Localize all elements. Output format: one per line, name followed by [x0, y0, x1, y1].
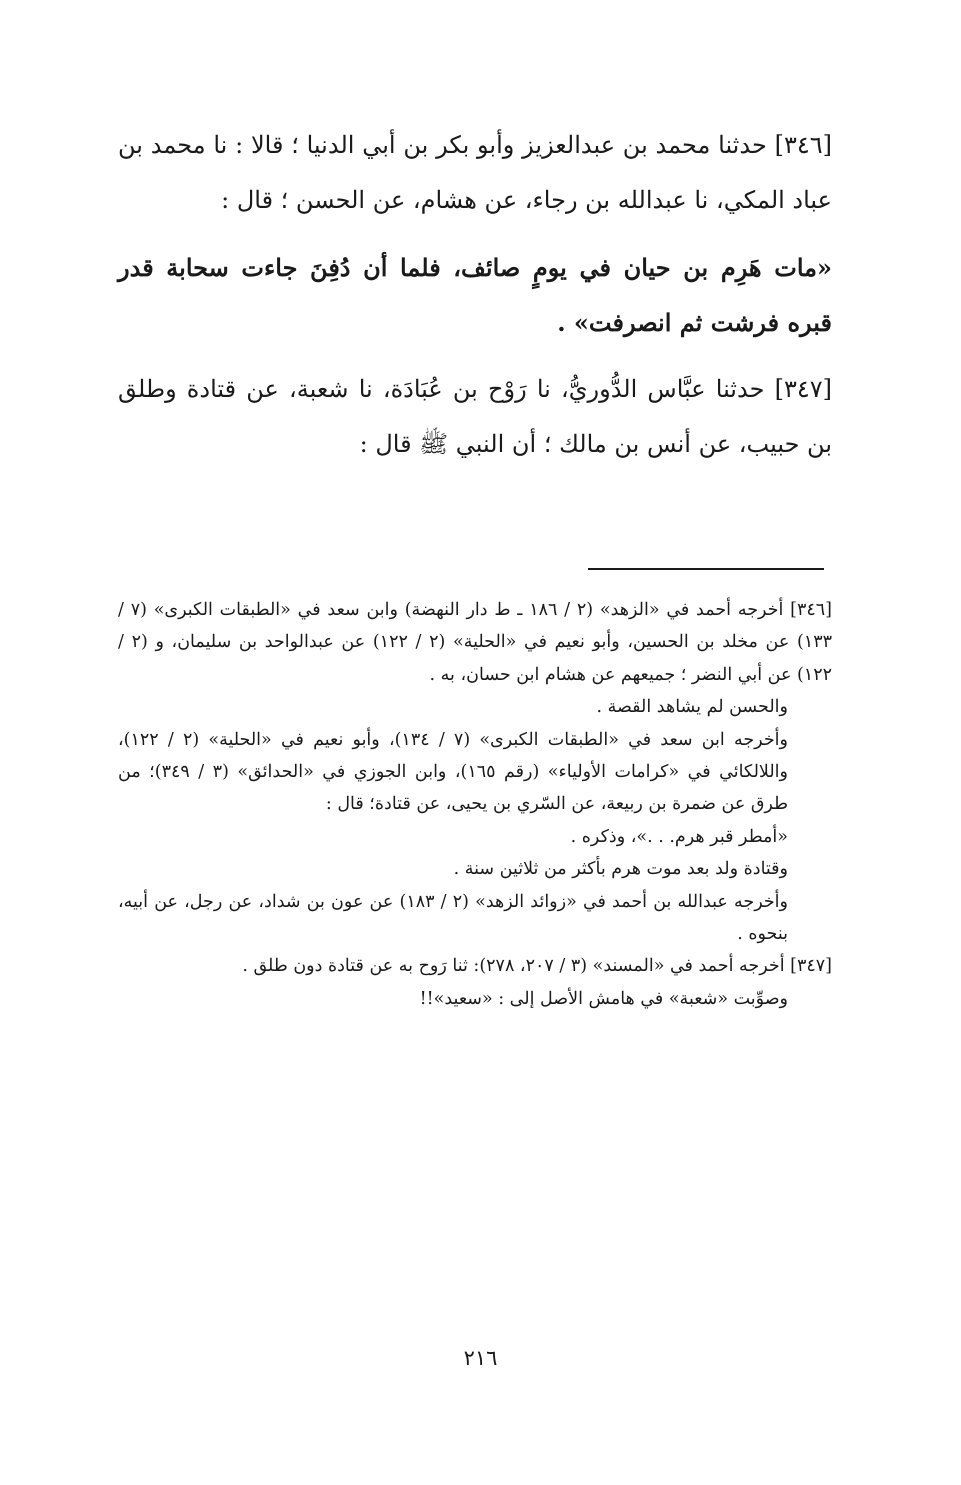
page-number: ٢١٦: [463, 1346, 498, 1370]
hadith-347: [٣٤٧] حدثنا عبَّاس الدُّوريُّ، نا رَوْح بن عُبَادَة، نا شعبة، عن قتادة وطلق بن حبيب، عن أنس بن مالك ؛ أن النبي ﷺ قال :: [118, 375, 832, 458]
footnote-line: وقتادة ولد بعد موت هرم بأكثر من ثلاثين سنة .: [453, 859, 788, 880]
footnote-line: وصوِّبت «شعبة» في هامش الأصل إلى : «سعيد»!!: [419, 988, 788, 1009]
footnote-separator: [588, 568, 824, 570]
hadith-346: [٣٤٦] حدثنا محمد بن عبدالعزيز وأبو بكر بن أبي الدنيا ؛ قالا : نا محمد بن عباد المكي، نا عبدالله بن رجاء، عن هشام، عن الحسن ؛ قال :: [118, 131, 832, 214]
paragraph-gap: [118, 350, 832, 362]
main-text: [118, 118, 832, 472]
footnote-line: وأخرجه عبدالله بن أحمد في «زوائد الزهد» (٢ / ١٨٣) عن عون بن شداد، عن رجل، عن أبيه، بنحوه .: [118, 891, 788, 945]
footnotes: [118, 594, 832, 1015]
footnote-346: [٣٤٦] أخرجه أحمد في «الزهد» (٢ / ١٨٦ ـ ط دار النهضة) وابن سعد في «الطبقات الكبرى» (٧ / ١٣٣) عن مخلد بن الحسين، وأبو نعيم في «الحلية» (٢ / ١٢٢) عن عبدالواحد بن سليمان، و (٢ / ١٢٢) عن أبي النضر ؛ جميعهم عن هشام ابن حسان، به .: [118, 600, 832, 685]
paragraph-gap: [118, 228, 832, 240]
footnote-line: والحسن لم يشاهد القصة .: [596, 697, 788, 718]
footnote-line: وأخرجه ابن سعد في «الطبقات الكبرى» (٧ / ١٣٤)، وأبو نعيم في «الحلية» (٢ / ١٢٢)، واللالكائي في «كرامات الأولياء» (رقم ١٦٥)، وابن الجوزي في «الحدائق» (٣ / ٣٤٩)؛ من طرق عن ضمرة بن ربيعة، عن السّري بن يحيى، عن قتادة؛ قال :: [118, 729, 788, 815]
footnote-347: [٣٤٧] أخرجه أحمد في «المسند» (٣ / ٢٠٧، ٢٧٨): ثنا رَوح به عن قتادة دون طلق .: [242, 956, 832, 977]
footnote-line: «أمطر قبر هرم. . .»، وذكره .: [570, 826, 788, 847]
hadith-346-matn: «مات هَرِم بن حيان في يومٍ صائف، فلما أن دُفِنَ جاءت سحابة قدر قبره فرشت ثم انصرفت» .: [118, 253, 832, 337]
